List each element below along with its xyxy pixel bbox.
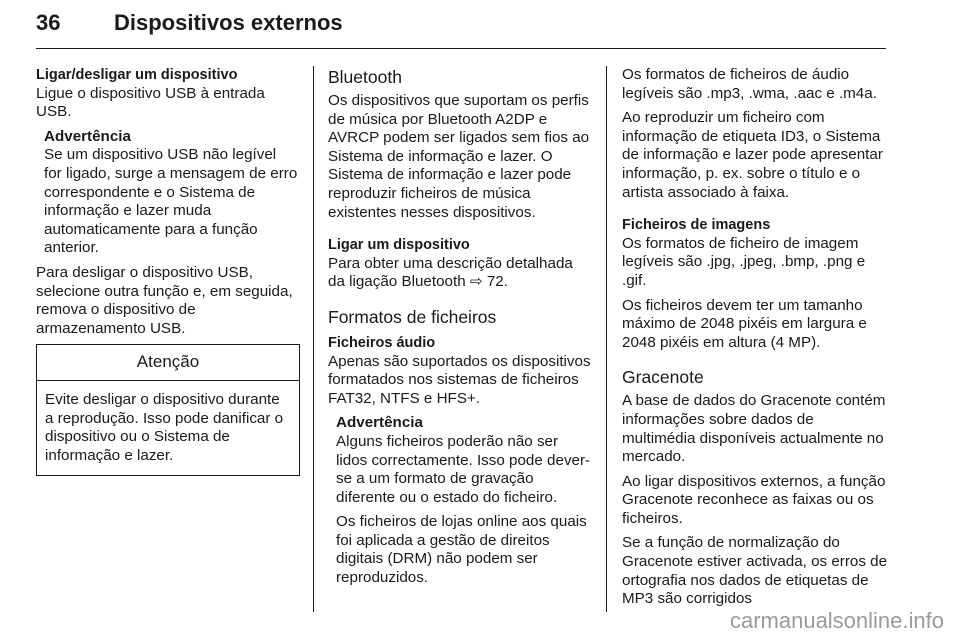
paragraph-gracenote-2: Ao ligar dispositivos externos, a função Gracenote reconhece as faixas ou os ficheiros.: [622, 472, 886, 527]
section-heading-audio: Ficheiros áudio: [328, 334, 436, 351]
column-divider: [606, 66, 607, 612]
header-divider: [36, 48, 886, 49]
warning-title: Atenção: [37, 345, 299, 381]
page-reference-arrow-icon: ⇨: [469, 273, 483, 291]
note-title: Advertência: [44, 127, 131, 145]
watermark: carmanualsonline.info: [729, 608, 944, 633]
section-heading-formats: Formatos de ficheiros: [328, 306, 497, 327]
note-block: [328, 414, 593, 587]
page-reference-number: 72.: [482, 273, 508, 291]
paragraph-gracenote-1: A base de dados do Gracenote contém informações sobre dados de multimédia disponíveis actualmente no mercado.: [622, 392, 886, 466]
note-text: Se um dispositivo USB não legível for ligado, surge a mensagem de erro correspondente e o Sistema de informação e lazer muda automaticamente para a função anterior.: [44, 146, 298, 257]
section-heading-bluetooth: Bluetooth: [328, 67, 402, 87]
paragraph-image-formats: Os formatos de ficheiro de imagem legíveis são .jpg, .jpeg, .bmp, .png e .gif.: [622, 234, 866, 289]
paragraph-bluetooth: Os dispositivos que suportam os perfis de música por Bluetooth A2DP e AVRCP podem ser ligados sem fios ao Sistema de informação e lazer. O Sistema de informação e lazer pode reproduzir ficheiros de música existentes nesses dispositivos.: [328, 92, 590, 221]
paragraph-connect-device: [328, 255, 593, 292]
paragraph-disconnect: Para desligar o dispositivo USB, selecione outra função e, em seguida, remova o dispositivo de armazenamento USB.: [36, 263, 293, 337]
warning-text: Evite desligar o dispositivo durante a reprodução. Isso pode danificar o dispositivo ou o Sistema de informação e lazer.: [45, 390, 284, 464]
paragraph-audio: Apenas são suportados os dispositivos formatados nos sistemas de ficheiros FAT32, NTFS e HFS+.: [328, 352, 591, 407]
column-1: [36, 66, 298, 476]
column-2: [328, 66, 593, 588]
note-text: Alguns ficheiros poderão não ser lidos correctamente. Isso pode dever-se a um formato de gravação diferente ou o estado do ficheiro.: [336, 432, 591, 506]
paragraph-image-size: Os ficheiros devem ter um tamanho máximo de 2048 pixéis em largura e 2048 pixéis em altura (4 MP).: [622, 296, 867, 351]
paragraph-audio-formats: Os formatos de ficheiros de áudio legíveis são .mp3, .wma, .aac e .m4a.: [622, 66, 877, 102]
warning-box: [36, 344, 300, 476]
section-heading-connect: Ligar/desligar um dispositivo: [36, 67, 238, 83]
paragraph-connect: Ligue o dispositivo USB à entrada USB.: [36, 84, 265, 121]
note-title: Advertência: [336, 414, 423, 432]
section-heading-connect-device: Ligar um dispositivo: [328, 237, 470, 254]
note-text-drm: Os ficheiros de lojas online aos quais foi aplicada a gestão de direitos digitais (DRM) não podem ser reproduzidos.: [336, 513, 587, 587]
note-block: [36, 128, 298, 258]
page-header: [36, 4, 886, 44]
page-title: Dispositivos externos: [114, 10, 343, 35]
paragraph-connect-device-text: Para obter uma descrição detalhada da ligação Bluetooth: [328, 254, 573, 291]
paragraph-id3: Ao reproduzir um ficheiro com informação de etiqueta ID3, o Sistema de informação e lazer pode apresentar informação, p. ex. sobre o título e o artista associado à faixa.: [622, 109, 883, 201]
column-3: [622, 66, 890, 609]
paragraph-gracenote-3: Se a função de normalização do Gracenote estiver activada, os erros de ortografia nos dados de etiquetas de MP3 são corrigidos: [622, 534, 888, 608]
column-divider: [313, 66, 314, 612]
page-number: 36: [36, 10, 61, 35]
section-heading-images: Ficheiros de imagens: [622, 217, 771, 234]
section-heading-gracenote: Gracenote: [622, 367, 704, 388]
